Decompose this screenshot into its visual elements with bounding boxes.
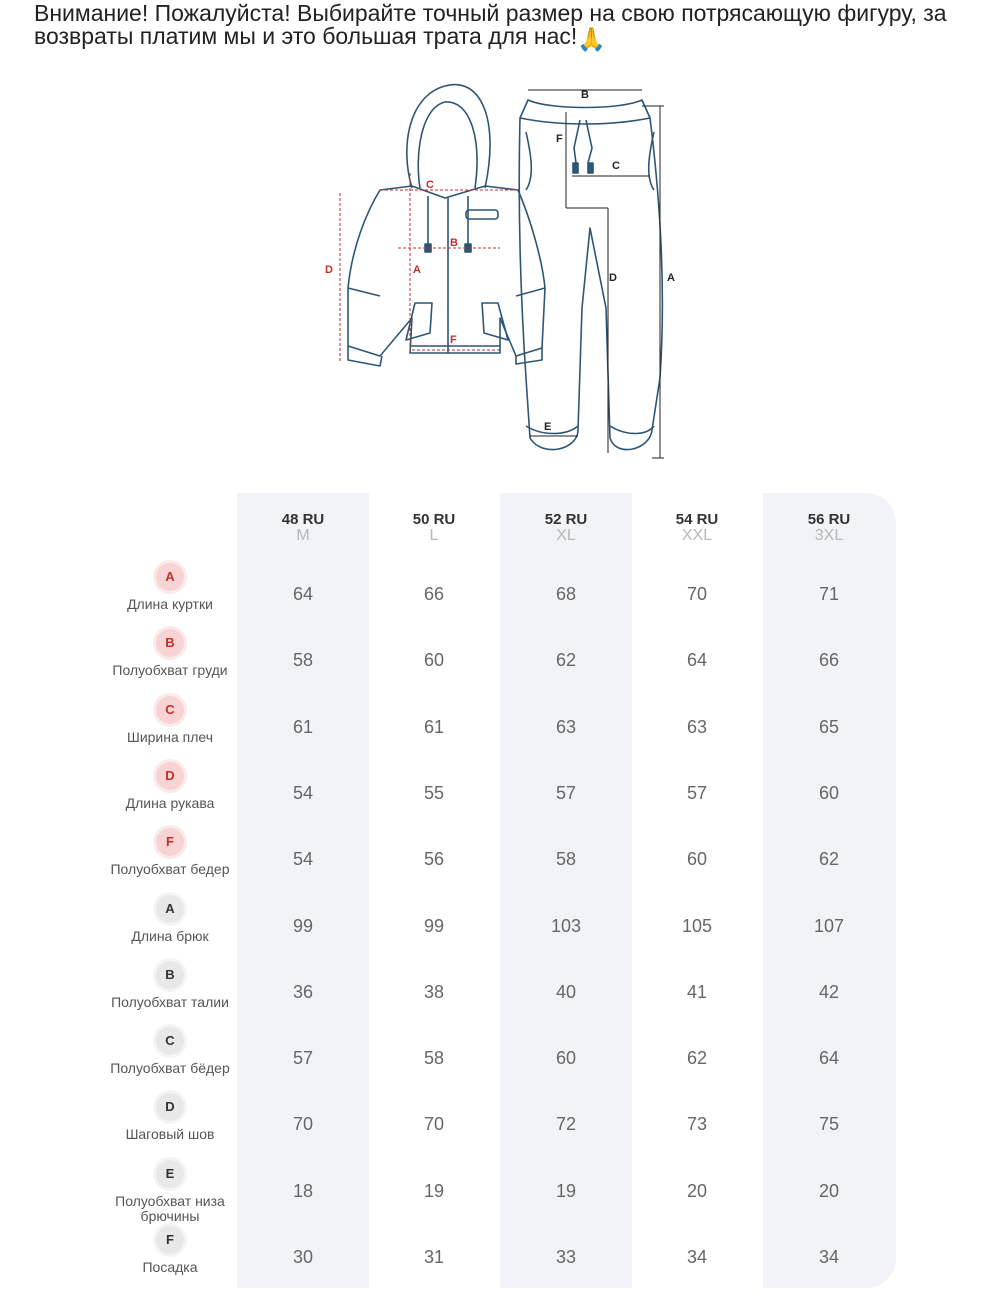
column-letter-size: XXL <box>681 527 713 544</box>
table-cell: 58 <box>423 1048 445 1069</box>
row-label <box>105 828 235 894</box>
jacket-label-c: C <box>426 179 434 191</box>
table-cell: 63 <box>555 716 577 737</box>
column-letter-size: L <box>429 527 439 544</box>
row-label <box>105 696 235 762</box>
table-cell: 33 <box>555 1247 577 1267</box>
table-cell: 57 <box>555 782 577 803</box>
column-bg-56 <box>763 493 896 1288</box>
table-cell: 60 <box>686 849 708 870</box>
table-cell: 61 <box>292 716 314 737</box>
pants-label-a: A <box>667 272 675 284</box>
praying-hands-icon: 🙏 <box>577 26 606 52</box>
table-cell: 105 <box>681 915 713 936</box>
measure-badge: C <box>156 696 184 724</box>
table-cell: 20 <box>686 1180 708 1201</box>
column-ru-size: 50 RU <box>412 511 456 528</box>
table-cell: 75 <box>818 1114 840 1135</box>
column-header <box>368 512 500 544</box>
pants-label-e: E <box>544 421 552 433</box>
jacket-label-d: D <box>325 264 333 276</box>
pants-label-c: C <box>612 160 620 172</box>
column-ru-size: 54 RU <box>675 511 719 528</box>
table-cell: 72 <box>555 1114 577 1135</box>
measure-name: Полуобхват талии <box>111 994 229 1010</box>
measure-name: Длина рукава <box>125 795 215 811</box>
table-cell: 36 <box>292 981 314 1002</box>
table-cell: 41 <box>686 981 708 1002</box>
measure-badge: B <box>156 961 184 989</box>
table-cell: 103 <box>550 915 582 936</box>
measure-badge: D <box>156 1093 184 1121</box>
table-cell: 19 <box>555 1180 577 1201</box>
pants-label-d: D <box>609 272 617 284</box>
measure-name: Шаговый шов <box>125 1127 215 1143</box>
measure-badge: B <box>156 629 184 657</box>
jacket-label-f: F <box>450 334 457 346</box>
column-letter-size: M <box>296 527 310 544</box>
row-label <box>105 895 235 961</box>
table-cell: 34 <box>686 1247 708 1267</box>
row-label <box>105 1027 235 1093</box>
measure-badge: C <box>156 1027 184 1055</box>
table-cell: 19 <box>423 1180 445 1201</box>
table-cell: 38 <box>423 981 445 1002</box>
measure-name: Полуобхват бёдер <box>110 1061 230 1077</box>
jacket-label-a: A <box>413 264 421 276</box>
measure-badge: E <box>156 1160 184 1188</box>
table-cell: 66 <box>818 650 840 671</box>
column-ru-size: 56 RU <box>807 511 851 528</box>
row-label <box>105 1093 235 1159</box>
table-cell: 56 <box>423 849 445 870</box>
measure-badge: A <box>156 895 184 923</box>
table-cell: 63 <box>686 716 708 737</box>
table-cell: 57 <box>292 1048 314 1069</box>
jacket-label-b: B <box>450 237 458 249</box>
table-cell: 65 <box>818 716 840 737</box>
table-cell: 64 <box>292 584 314 604</box>
measure-name: Полуобхват бедер <box>110 862 230 878</box>
notice-message: Внимание! Пожалуйста! Выбирайте точный размер на свою потрясающую фигуру, за возвраты платим мы и это большая трата для нас! <box>34 0 947 49</box>
measure-name: Полуобхват груди <box>112 663 228 679</box>
table-cell: 54 <box>292 849 314 870</box>
table-cell: 66 <box>423 584 445 604</box>
column-ru-size: 52 RU <box>544 511 588 528</box>
table-cell: 60 <box>423 650 445 671</box>
table-cell: 64 <box>686 650 708 671</box>
table-cell: 58 <box>555 849 577 870</box>
table-cell: 62 <box>818 849 840 870</box>
measure-name: Ширина плеч <box>126 729 214 745</box>
table-cell: 99 <box>292 915 314 936</box>
row-label <box>105 1226 235 1292</box>
column-header <box>631 512 763 544</box>
table-cell: 42 <box>818 981 840 1002</box>
table-cell: 54 <box>292 782 314 803</box>
table-cell: 70 <box>686 584 708 604</box>
table-cell: 73 <box>686 1114 708 1135</box>
table-cell: 70 <box>292 1114 314 1135</box>
row-label <box>105 1160 235 1226</box>
measure-badge: A <box>156 563 184 591</box>
measure-name: Длина куртки <box>127 597 213 612</box>
table-cell: 60 <box>818 782 840 803</box>
notice-text <box>34 2 974 51</box>
column-header <box>763 512 895 544</box>
table-cell: 70 <box>423 1114 445 1135</box>
column-ru-size: 48 RU <box>281 511 325 528</box>
table-cell: 34 <box>818 1247 840 1267</box>
column-letter-size: 3XL <box>814 527 844 544</box>
measure-badge: F <box>156 1226 184 1254</box>
measure-name: Посадка <box>142 1260 198 1275</box>
table-cell: 57 <box>686 782 708 803</box>
column-letter-size: XL <box>556 527 576 544</box>
pants-label-f: F <box>556 133 563 145</box>
table-cell: 18 <box>292 1180 314 1201</box>
table-cell: 107 <box>813 915 845 936</box>
table-cell: 55 <box>423 782 445 803</box>
table-cell: 20 <box>818 1180 840 1201</box>
row-label <box>105 629 235 695</box>
measure-badge: D <box>156 762 184 790</box>
column-header <box>237 512 369 544</box>
table-cell: 62 <box>555 650 577 671</box>
table-cell: 68 <box>555 584 577 604</box>
measure-name: Полуобхват низа брючины <box>115 1193 225 1224</box>
table-cell: 40 <box>555 981 577 1002</box>
row-label <box>105 563 235 629</box>
row-label <box>105 961 235 1027</box>
table-cell: 30 <box>292 1247 314 1267</box>
measure-badge: F <box>156 828 184 856</box>
table-cell: 71 <box>818 584 840 604</box>
measure-name: Длина брюк <box>131 928 209 944</box>
size-diagram <box>320 78 690 463</box>
row-label <box>105 762 235 828</box>
column-bg-48 <box>237 493 369 1288</box>
column-bg-52 <box>500 493 632 1288</box>
table-cell: 31 <box>423 1247 445 1267</box>
column-header <box>500 512 632 544</box>
table-cell: 64 <box>818 1048 840 1069</box>
table-cell: 99 <box>423 915 445 936</box>
table-cell: 60 <box>555 1048 577 1069</box>
table-cell: 61 <box>423 716 445 737</box>
table-cell: 62 <box>686 1048 708 1069</box>
pants-label-b: B <box>581 89 589 101</box>
table-cell: 58 <box>292 650 314 671</box>
